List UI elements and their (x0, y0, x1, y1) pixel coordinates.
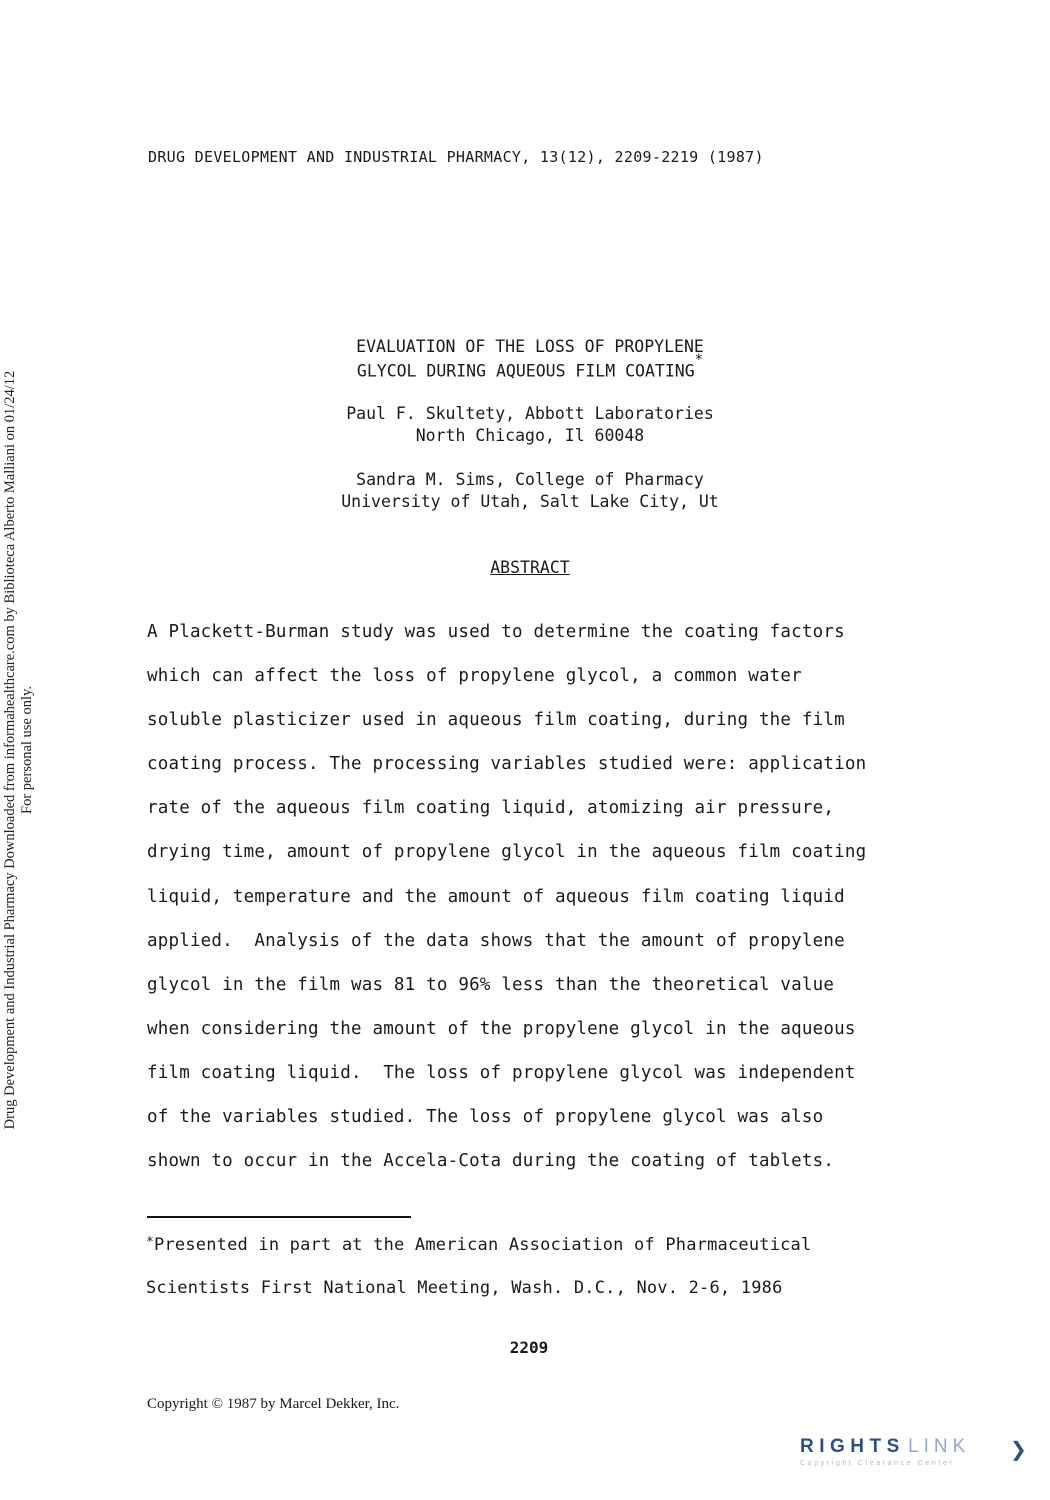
article-title-line-1: EVALUATION OF THE LOSS OF PROPYLENE (356, 337, 704, 356)
abstract-line: film coating liquid. The loss of propylene glycol was independent (147, 1062, 856, 1083)
watermark-line-2: For personal use only. (19, 686, 35, 814)
abstract-line: applied. Analysis of the data shows that the amount of propylene (147, 930, 845, 951)
author-1-affiliation: Paul F. Skultety, Abbott Laboratories (346, 404, 714, 423)
rightslink-logo[interactable] (800, 1436, 1030, 1474)
footnote-line-1 (146, 1235, 946, 1278)
author-2-affiliation: Sandra M. Sims, College of Pharmacy (356, 470, 704, 489)
footnote (146, 1235, 946, 1321)
abstract-line: of the variables studied. The loss of propylene glycol was also (147, 1107, 824, 1128)
abstract-body (147, 622, 937, 1195)
footnote-divider (147, 1216, 411, 1218)
footnote-line-2: Scientists First National Meeting, Wash. D.C., Nov. 2-6, 1986 (146, 1278, 783, 1298)
title-footnote-marker: * (694, 352, 704, 368)
article-title-text: GLYCOL DURING AQUEOUS FILM COATING (356, 361, 695, 381)
journal-citation: DRUG DEVELOPMENT AND INDUSTRIAL PHARMACY, 13(12), 2209-2219 (1987) (148, 148, 764, 166)
abstract-line: glycol in the film was 81 to 96% less than the theoretical value (147, 974, 835, 995)
watermark-line-1: Drug Development and Industrial Pharmacy Downloaded from informahealthcare.com by Biblioteca Alberto Malliani on 01/24/12 (2, 370, 18, 1130)
abstract-line: rate of the aqueous film coating liquid, atomizing air pressure, (147, 798, 835, 819)
abstract-line: liquid, temperature and the amount of aqueous film coating liquid (147, 886, 845, 907)
abstract-line: coating process. The processing variables studied were: application (147, 754, 867, 775)
abstract-line: A Plackett-Burman study was used to determine the coating factors (147, 622, 845, 642)
footnote-text-1: Presented in part at the American Association of Pharmaceutical (154, 1235, 812, 1255)
article-title-line-2 (0, 352, 1050, 381)
abstract-line: when considering the amount of the propylene glycol in the aqueous (147, 1018, 856, 1039)
page-number: 2209 (509, 1338, 549, 1357)
abstract-heading: ABSTRACT (490, 558, 570, 577)
logo-word-link: LINK (908, 1436, 971, 1457)
abstract-line: which can affect the loss of propylene glycol, a common water (147, 666, 802, 687)
footnote-marker: * (146, 1235, 155, 1250)
logo-word-rights: RIGHTS (800, 1436, 905, 1457)
logo-tagline: Copyright Clearance Center (800, 1460, 955, 1467)
copyright-notice: Copyright © 1987 by Marcel Dekker, Inc. (147, 1396, 400, 1412)
abstract-line: soluble plasticizer used in aqueous film coating, during the film (147, 710, 845, 731)
abstract-line: drying time, amount of propylene glycol in the aqueous film coating (147, 842, 867, 863)
author-2-address: University of Utah, Salt Lake City, Ut (341, 492, 719, 511)
author-1-address: North Chicago, Il 60048 (415, 426, 645, 445)
abstract-line: shown to occur in the Accela-Cota during the coating of tablets. (147, 1151, 835, 1172)
arrow-icon: ❯ (1010, 1437, 1027, 1461)
